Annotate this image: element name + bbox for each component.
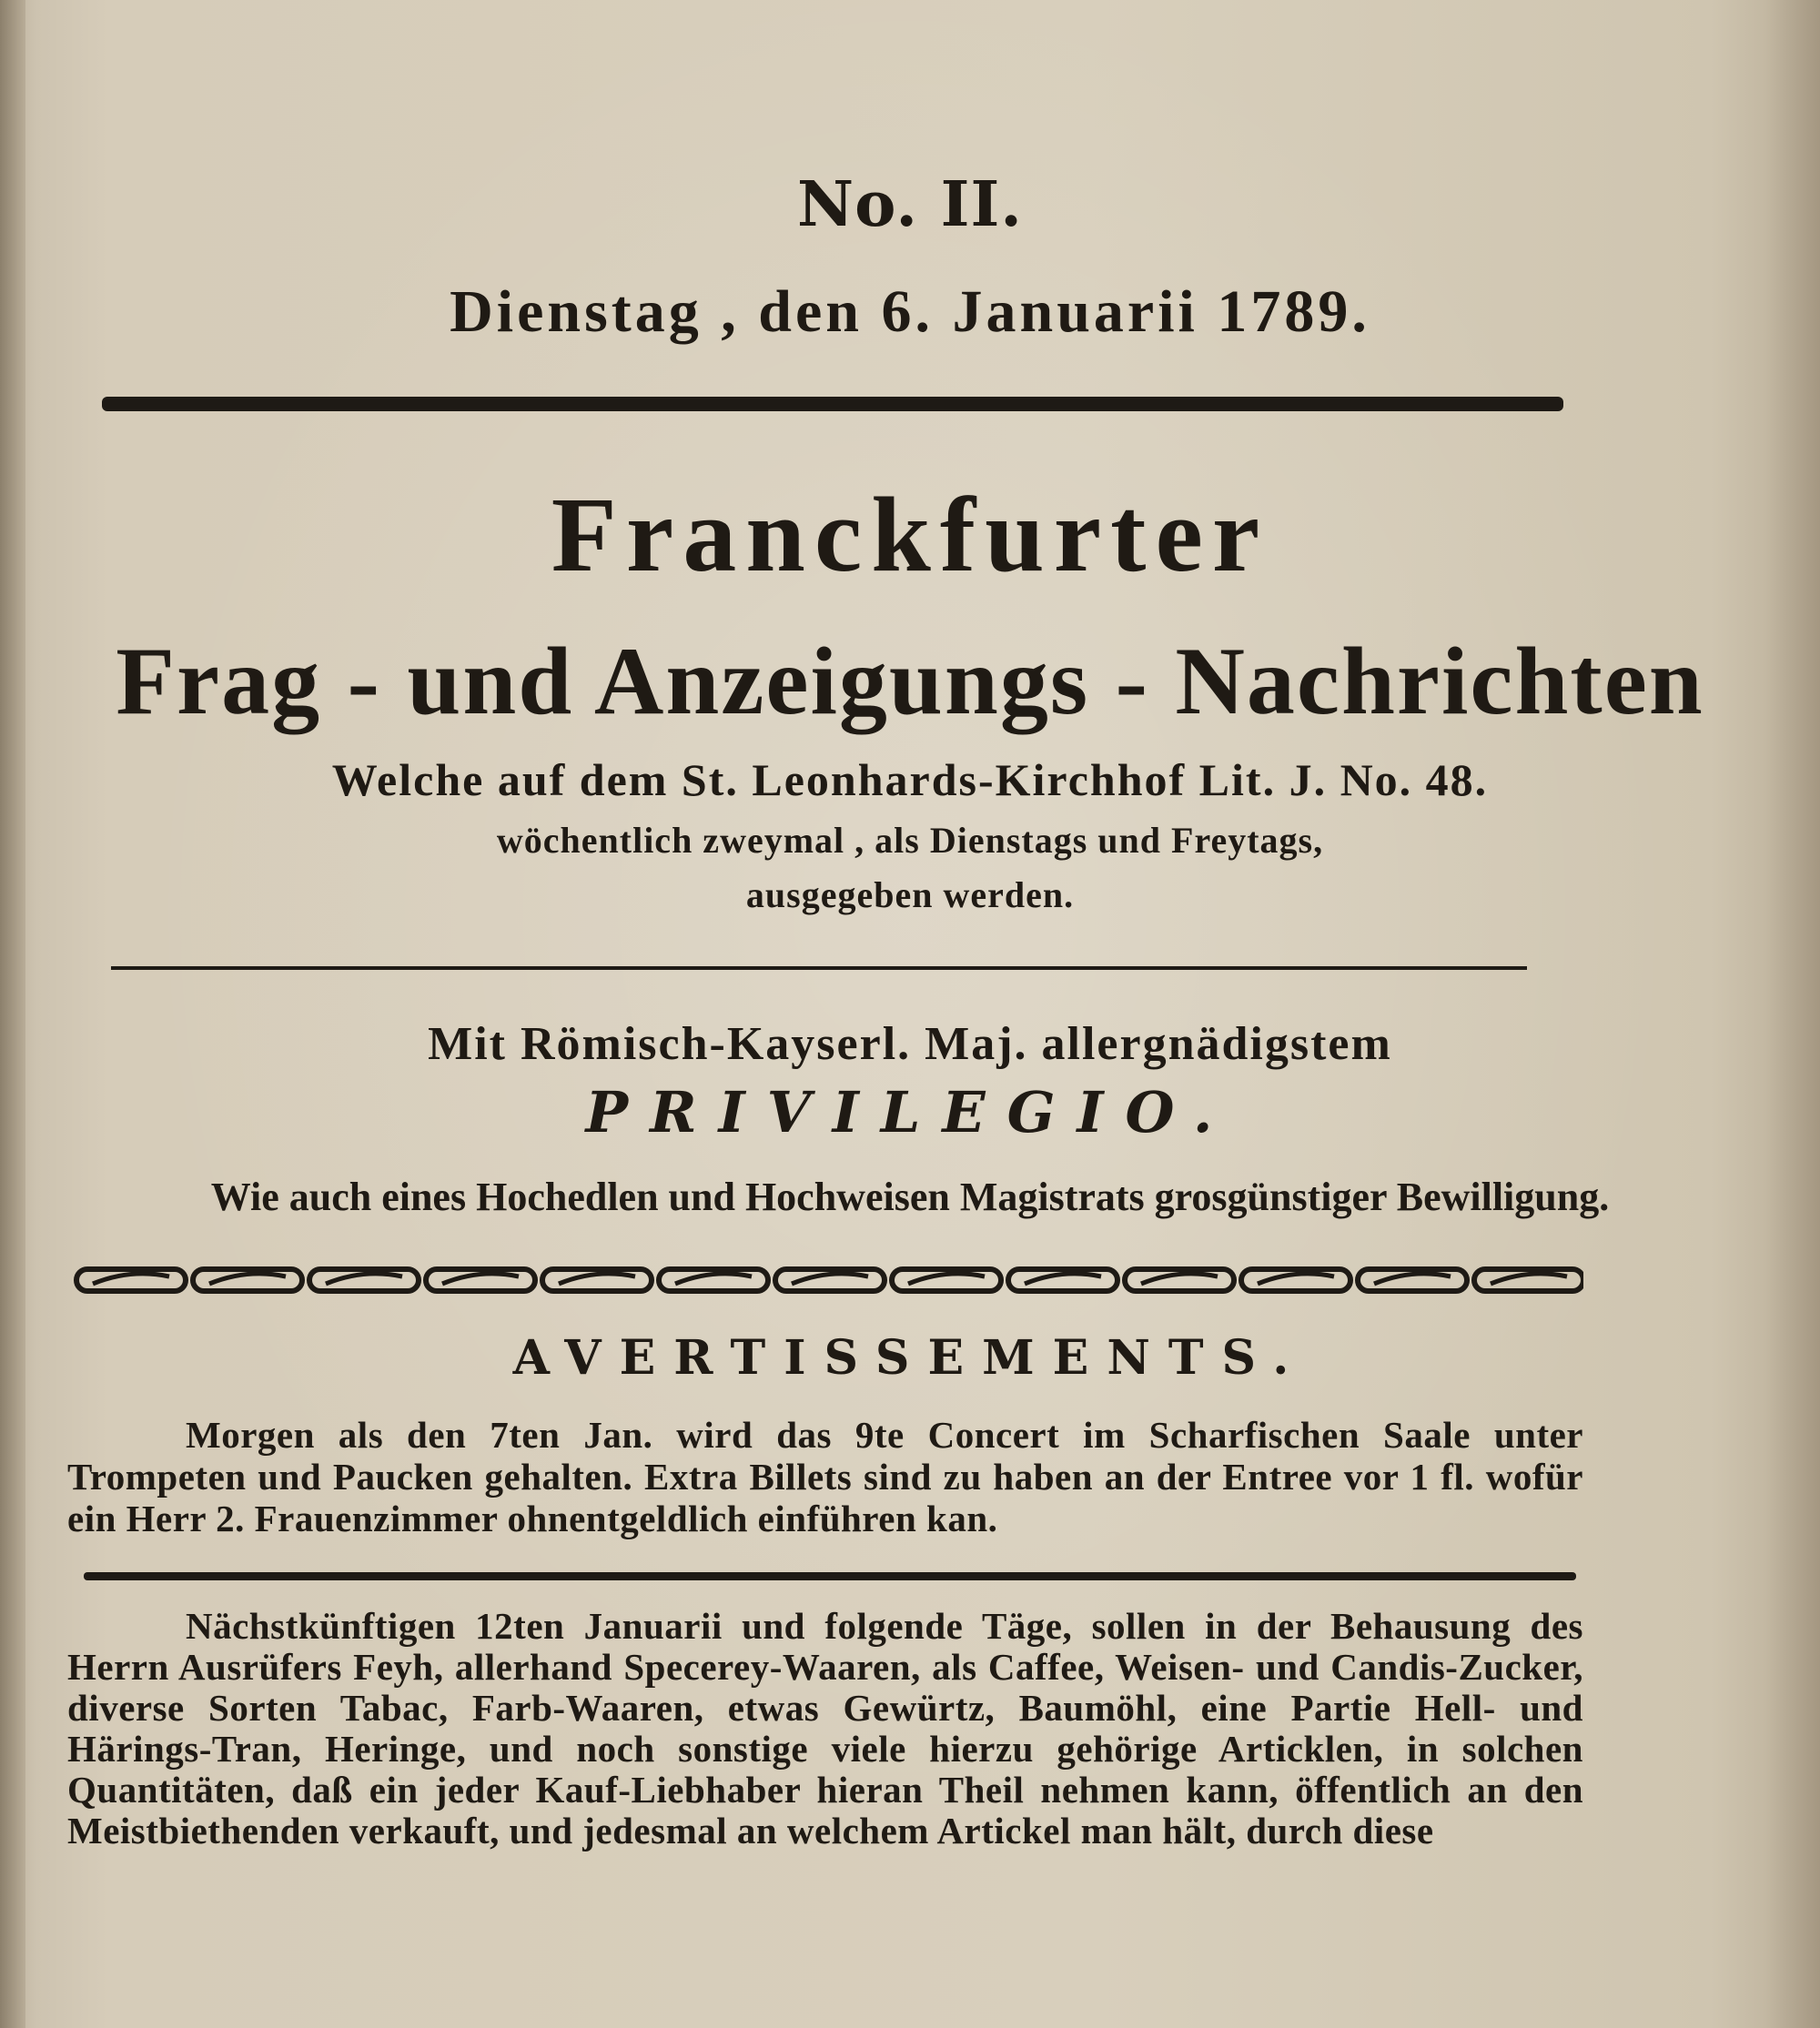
issue-date: Dienstag , den 6. Januarii 1789. (450, 278, 1370, 345)
publisher-line1: Welche auf dem St. Leonhards-Kirchhof Lit. J. No. 48. (331, 754, 1489, 805)
publisher-line3: ausgegeben werden. (745, 874, 1075, 915)
article-auction: Nächstkünftigen 12ten Januarii und folgende Täge, sollen in der Behausung des Herrn Ausrüfers Feyh, allerhand Specerey-Waaren, als Caffee, Weisen- und Candis-Zucker, diverse Sorten Tabac, Farb-Waaren, etwas Gewürtz, Baumöhl, eine Partie Hell- und Härings-Tran, Heringe, und noch sonstige viele hierzu gehörige Articklen, in solchen Quantitäten, daß ein jeder Kauf-Liebhaber hieran Theil nehmen kann, öffentlich an den Meistbiethenden verkauft, und jedesmal an welchem Artickel man hält, durch diese (67, 1605, 1583, 1851)
ornamental-chain-border (73, 1265, 1583, 1296)
masthead-rule (111, 966, 1527, 970)
article-separator-rule (84, 1572, 1576, 1580)
section-heading: AVERTISSEMENTS. (512, 1330, 1308, 1386)
masthead-title-line1: Franckfurter (551, 475, 1269, 594)
publisher-line2: wöchentlich zweymal , als Dienstags und Freytags, (496, 820, 1324, 861)
privilege-line2: PRIVILEGIO. (585, 1079, 1235, 1145)
masthead-title-line2: Frag - und Anzeigungs - Nachrichten (116, 628, 1704, 734)
article-concert: Morgen als den 7ten Jan. wird das 9te Concert im Scharfischen Saale unter Trompeten und Paucken gehalten. Extra Billets sind zu haben an der Entree vor 1 fl. wofür ein Herr 2. Frauenzimmer ohnentgeldlich einführen kan. (67, 1414, 1583, 1539)
top-rule (102, 397, 1563, 411)
privilege-line1: Mit Römisch-Kayserl. Maj. allergnädigstem (428, 1018, 1392, 1070)
privilege-line3: Wie auch eines Hochedlen und Hochweisen Magistrats grosgünstiger Bewilligung. (210, 1175, 1610, 1219)
issue-number: No. II. (797, 168, 1023, 241)
